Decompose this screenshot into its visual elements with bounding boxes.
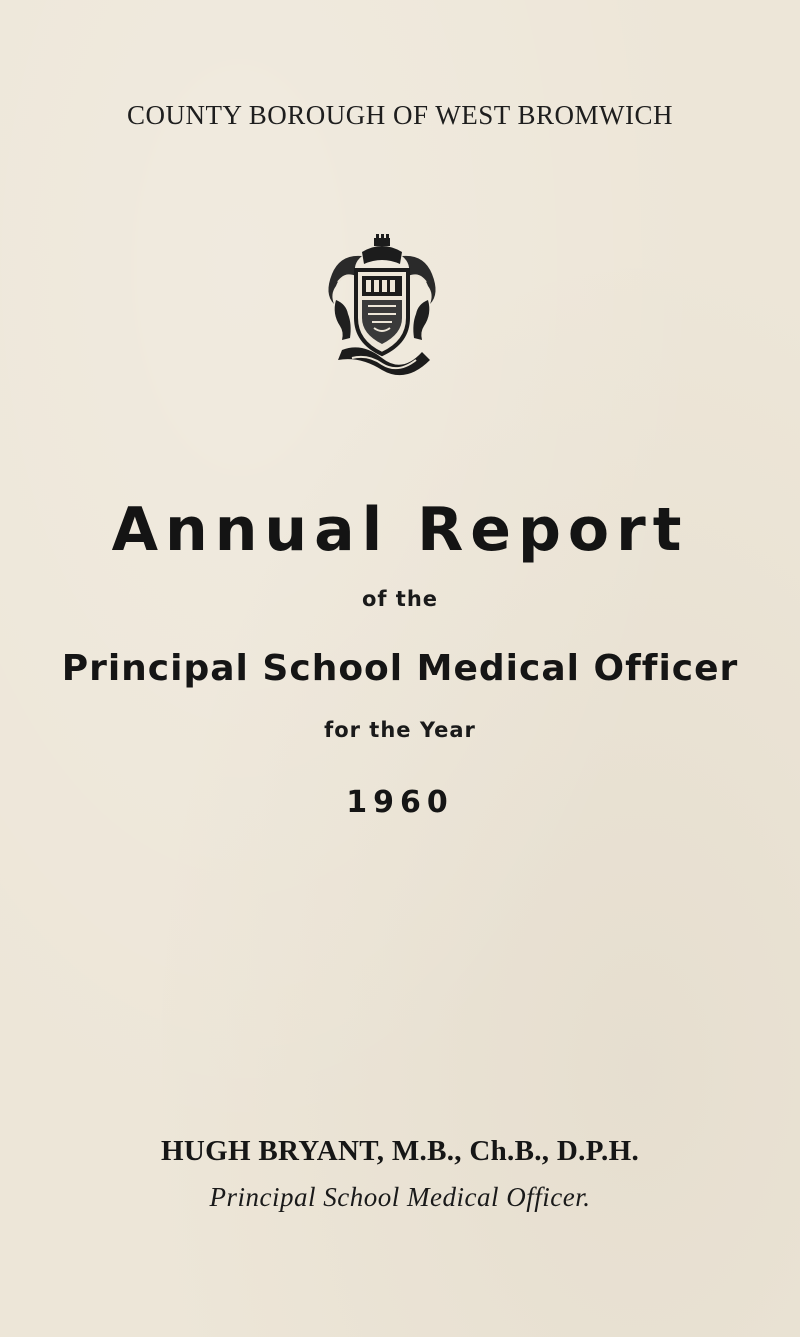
author-name: HUGH BRYANT, M.B., Ch.B., D.P.H. <box>160 1135 640 1167</box>
report-year: 1960 <box>346 785 454 820</box>
author-role: Principal School Medical Officer. <box>209 1182 591 1212</box>
report-title: Annual Report <box>111 495 689 565</box>
report-subject: Principal School Medical Officer <box>61 648 739 689</box>
title-connector-of-the: of the <box>361 587 439 611</box>
title-connector-for-the-year: for the Year <box>324 718 476 742</box>
borough-heading: COUNTY BOROUGH OF WEST BROMWICH <box>126 100 674 130</box>
coat-of-arms-icon <box>322 234 442 384</box>
